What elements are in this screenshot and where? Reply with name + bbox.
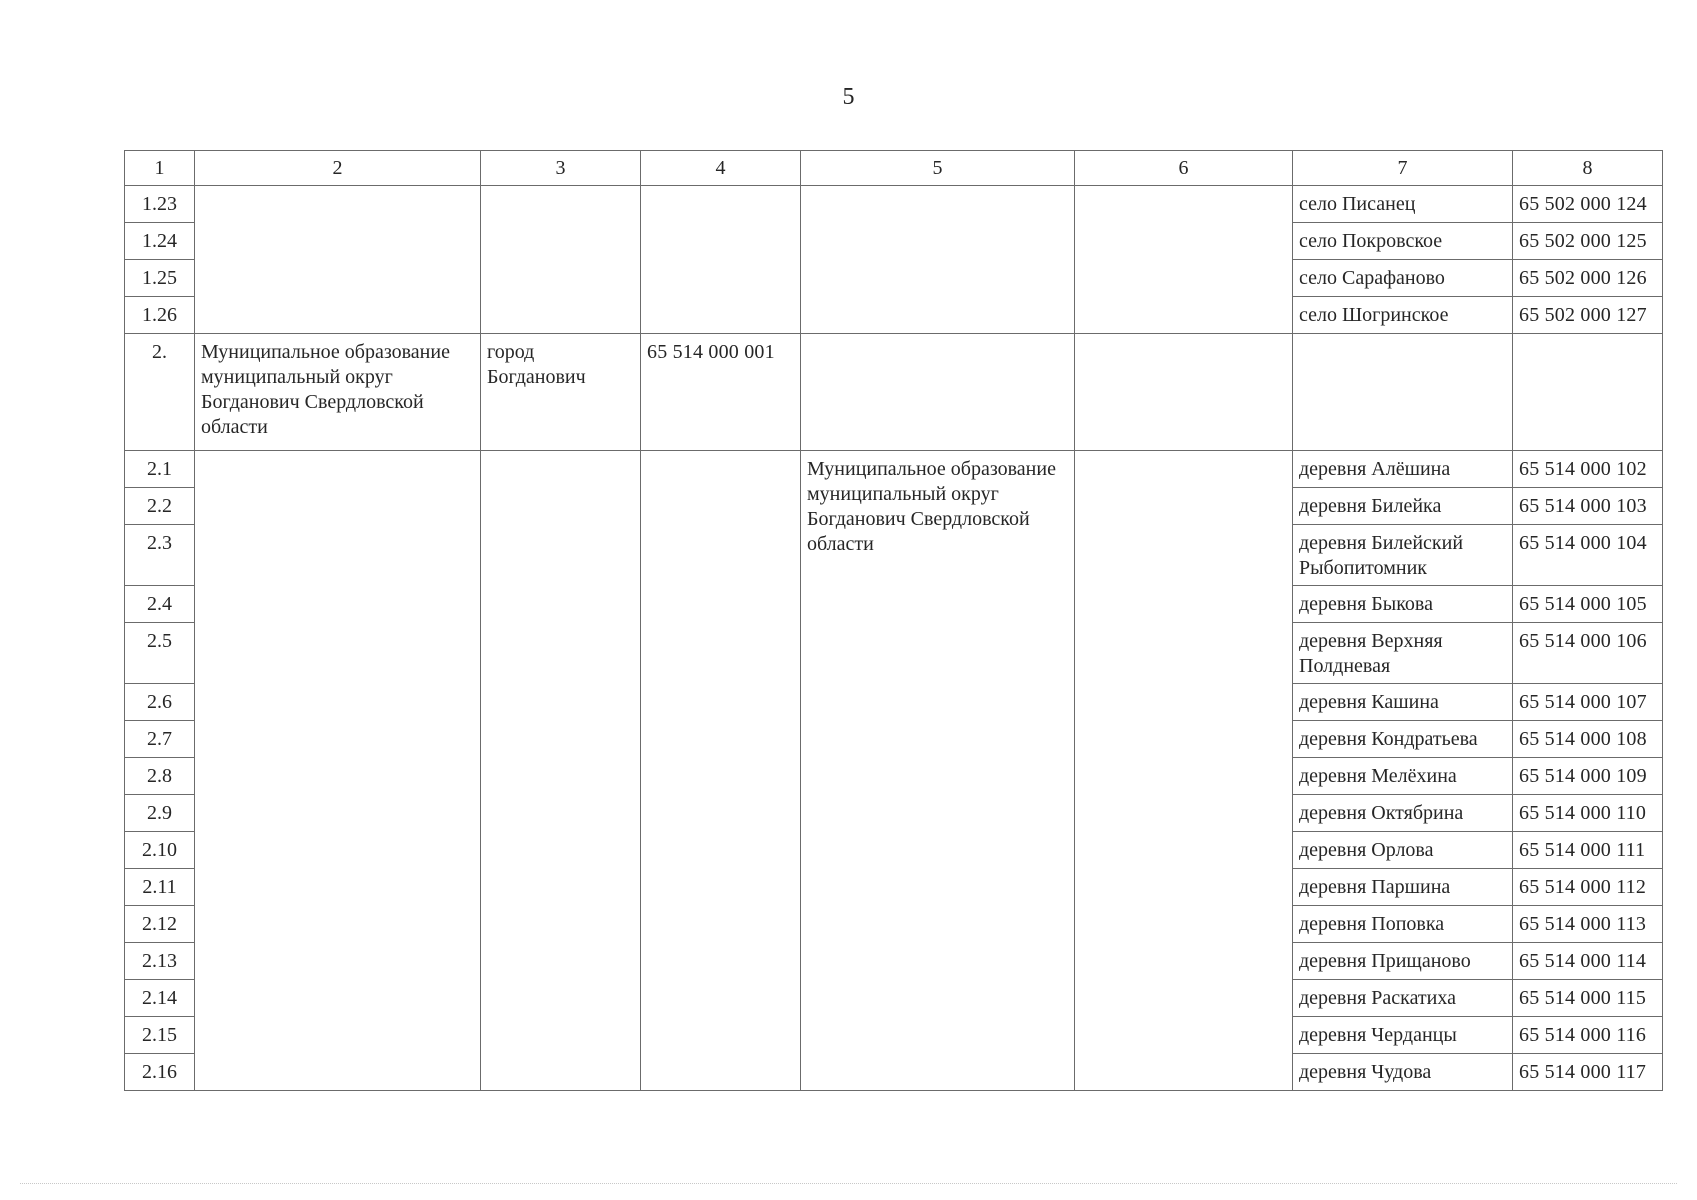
settlement-code: 65 514 000 106 [1513,623,1663,684]
settlement-name: деревня Поповка [1293,906,1513,943]
settlements-table [124,150,1663,1091]
column-header: 4 [641,151,801,186]
settlement-code: 65 514 000 107 [1513,684,1663,721]
settlement-name: деревня Кашина [1293,684,1513,721]
settlement-name: деревня Кондратьева [1293,721,1513,758]
empty-cell [481,186,641,334]
row-number: 2.8 [125,758,195,795]
row-number: 1.24 [125,223,195,260]
empty-cell [1075,334,1293,451]
settlement-code: 65 502 000 124 [1513,186,1663,223]
row-number: 2.16 [125,1054,195,1091]
table-row [125,451,1663,488]
settlement-code: 65 514 000 108 [1513,721,1663,758]
row-number: 1.26 [125,297,195,334]
empty-cell [195,451,481,1091]
row-number: 2.12 [125,906,195,943]
column-header: 3 [481,151,641,186]
settlement-name: деревня Орлова [1293,832,1513,869]
settlement-name: деревня Октябрина [1293,795,1513,832]
settlement-code: 65 514 000 113 [1513,906,1663,943]
empty-cell [1075,186,1293,334]
column-header: 6 [1075,151,1293,186]
settlement-code: 65 514 000 114 [1513,943,1663,980]
row-number: 2.15 [125,1017,195,1054]
row-number: 2.2 [125,488,195,525]
row-number: 2.6 [125,684,195,721]
row-number: 2.14 [125,980,195,1017]
page-bottom-rule [20,1183,1677,1184]
empty-cell [1075,451,1293,1091]
table-row [125,186,1663,223]
column-header: 8 [1513,151,1663,186]
settlement-name: деревня Алёшина [1293,451,1513,488]
empty-cell [1293,334,1513,451]
sub-entity-name: Муниципальное образование муниципальный округ Богданович Свердловской области [801,451,1075,1091]
empty-cell [801,334,1075,451]
empty-cell [195,186,481,334]
settlement-code: 65 514 000 111 [1513,832,1663,869]
row-number: 2.9 [125,795,195,832]
settlement-name: деревня Раскатиха [1293,980,1513,1017]
settlement-name: деревня Прищаново [1293,943,1513,980]
settlement-name: село Сарафаново [1293,260,1513,297]
row-number: 1.23 [125,186,195,223]
settlement-code: 65 514 000 109 [1513,758,1663,795]
table-header-row [125,151,1663,186]
settlement-code: 65 514 000 116 [1513,1017,1663,1054]
row-number: 2.5 [125,623,195,684]
settlement-name: село Покровское [1293,223,1513,260]
page-number: 5 [842,84,855,110]
settlement-code: 65 514 000 103 [1513,488,1663,525]
column-header: 2 [195,151,481,186]
settlement-code: 65 514 000 102 [1513,451,1663,488]
row-number: 2.13 [125,943,195,980]
settlement-name: деревня Быкова [1293,586,1513,623]
settlement-name: деревня Чудова [1293,1054,1513,1091]
row-number: 2. [125,334,195,451]
settlement-name: село Писанец [1293,186,1513,223]
row-number: 2.3 [125,525,195,586]
row-number: 1.25 [125,260,195,297]
row-number: 2.7 [125,721,195,758]
settlement-code: 65 514 000 115 [1513,980,1663,1017]
settlement-name: деревня Паршина [1293,869,1513,906]
row-number: 2.10 [125,832,195,869]
row-number: 2.1 [125,451,195,488]
row-number: 2.4 [125,586,195,623]
settlement-code: 65 514 000 117 [1513,1054,1663,1091]
settlement-code: 65 502 000 126 [1513,260,1663,297]
settlement-name: деревня Билейский Рыбопитомник [1293,525,1513,586]
row-number: 2.11 [125,869,195,906]
settlement-code: 65 502 000 125 [1513,223,1663,260]
column-header: 5 [801,151,1075,186]
settlement-name: деревня Мелёхина [1293,758,1513,795]
settlement-name: деревня Черданцы [1293,1017,1513,1054]
settlement-code: 65 502 000 127 [1513,297,1663,334]
settlement-name: деревня Верхняя Полдневая [1293,623,1513,684]
empty-cell [641,186,801,334]
entity-center: город Богданович [481,334,641,451]
empty-cell [481,451,641,1091]
empty-cell [801,186,1075,334]
settlement-code: 65 514 000 110 [1513,795,1663,832]
settlement-code: 65 514 000 112 [1513,869,1663,906]
entity-code: 65 514 000 001 [641,334,801,451]
table-row-main-entity [125,334,1663,451]
column-header: 7 [1293,151,1513,186]
empty-cell [1513,334,1663,451]
settlement-name: деревня Билейка [1293,488,1513,525]
settlement-code: 65 514 000 105 [1513,586,1663,623]
settlement-code: 65 514 000 104 [1513,525,1663,586]
settlement-name: село Шогринское [1293,297,1513,334]
empty-cell [641,451,801,1091]
column-header: 1 [125,151,195,186]
entity-name: Муниципальное образование муниципальный округ Богданович Свердловской области [195,334,481,451]
